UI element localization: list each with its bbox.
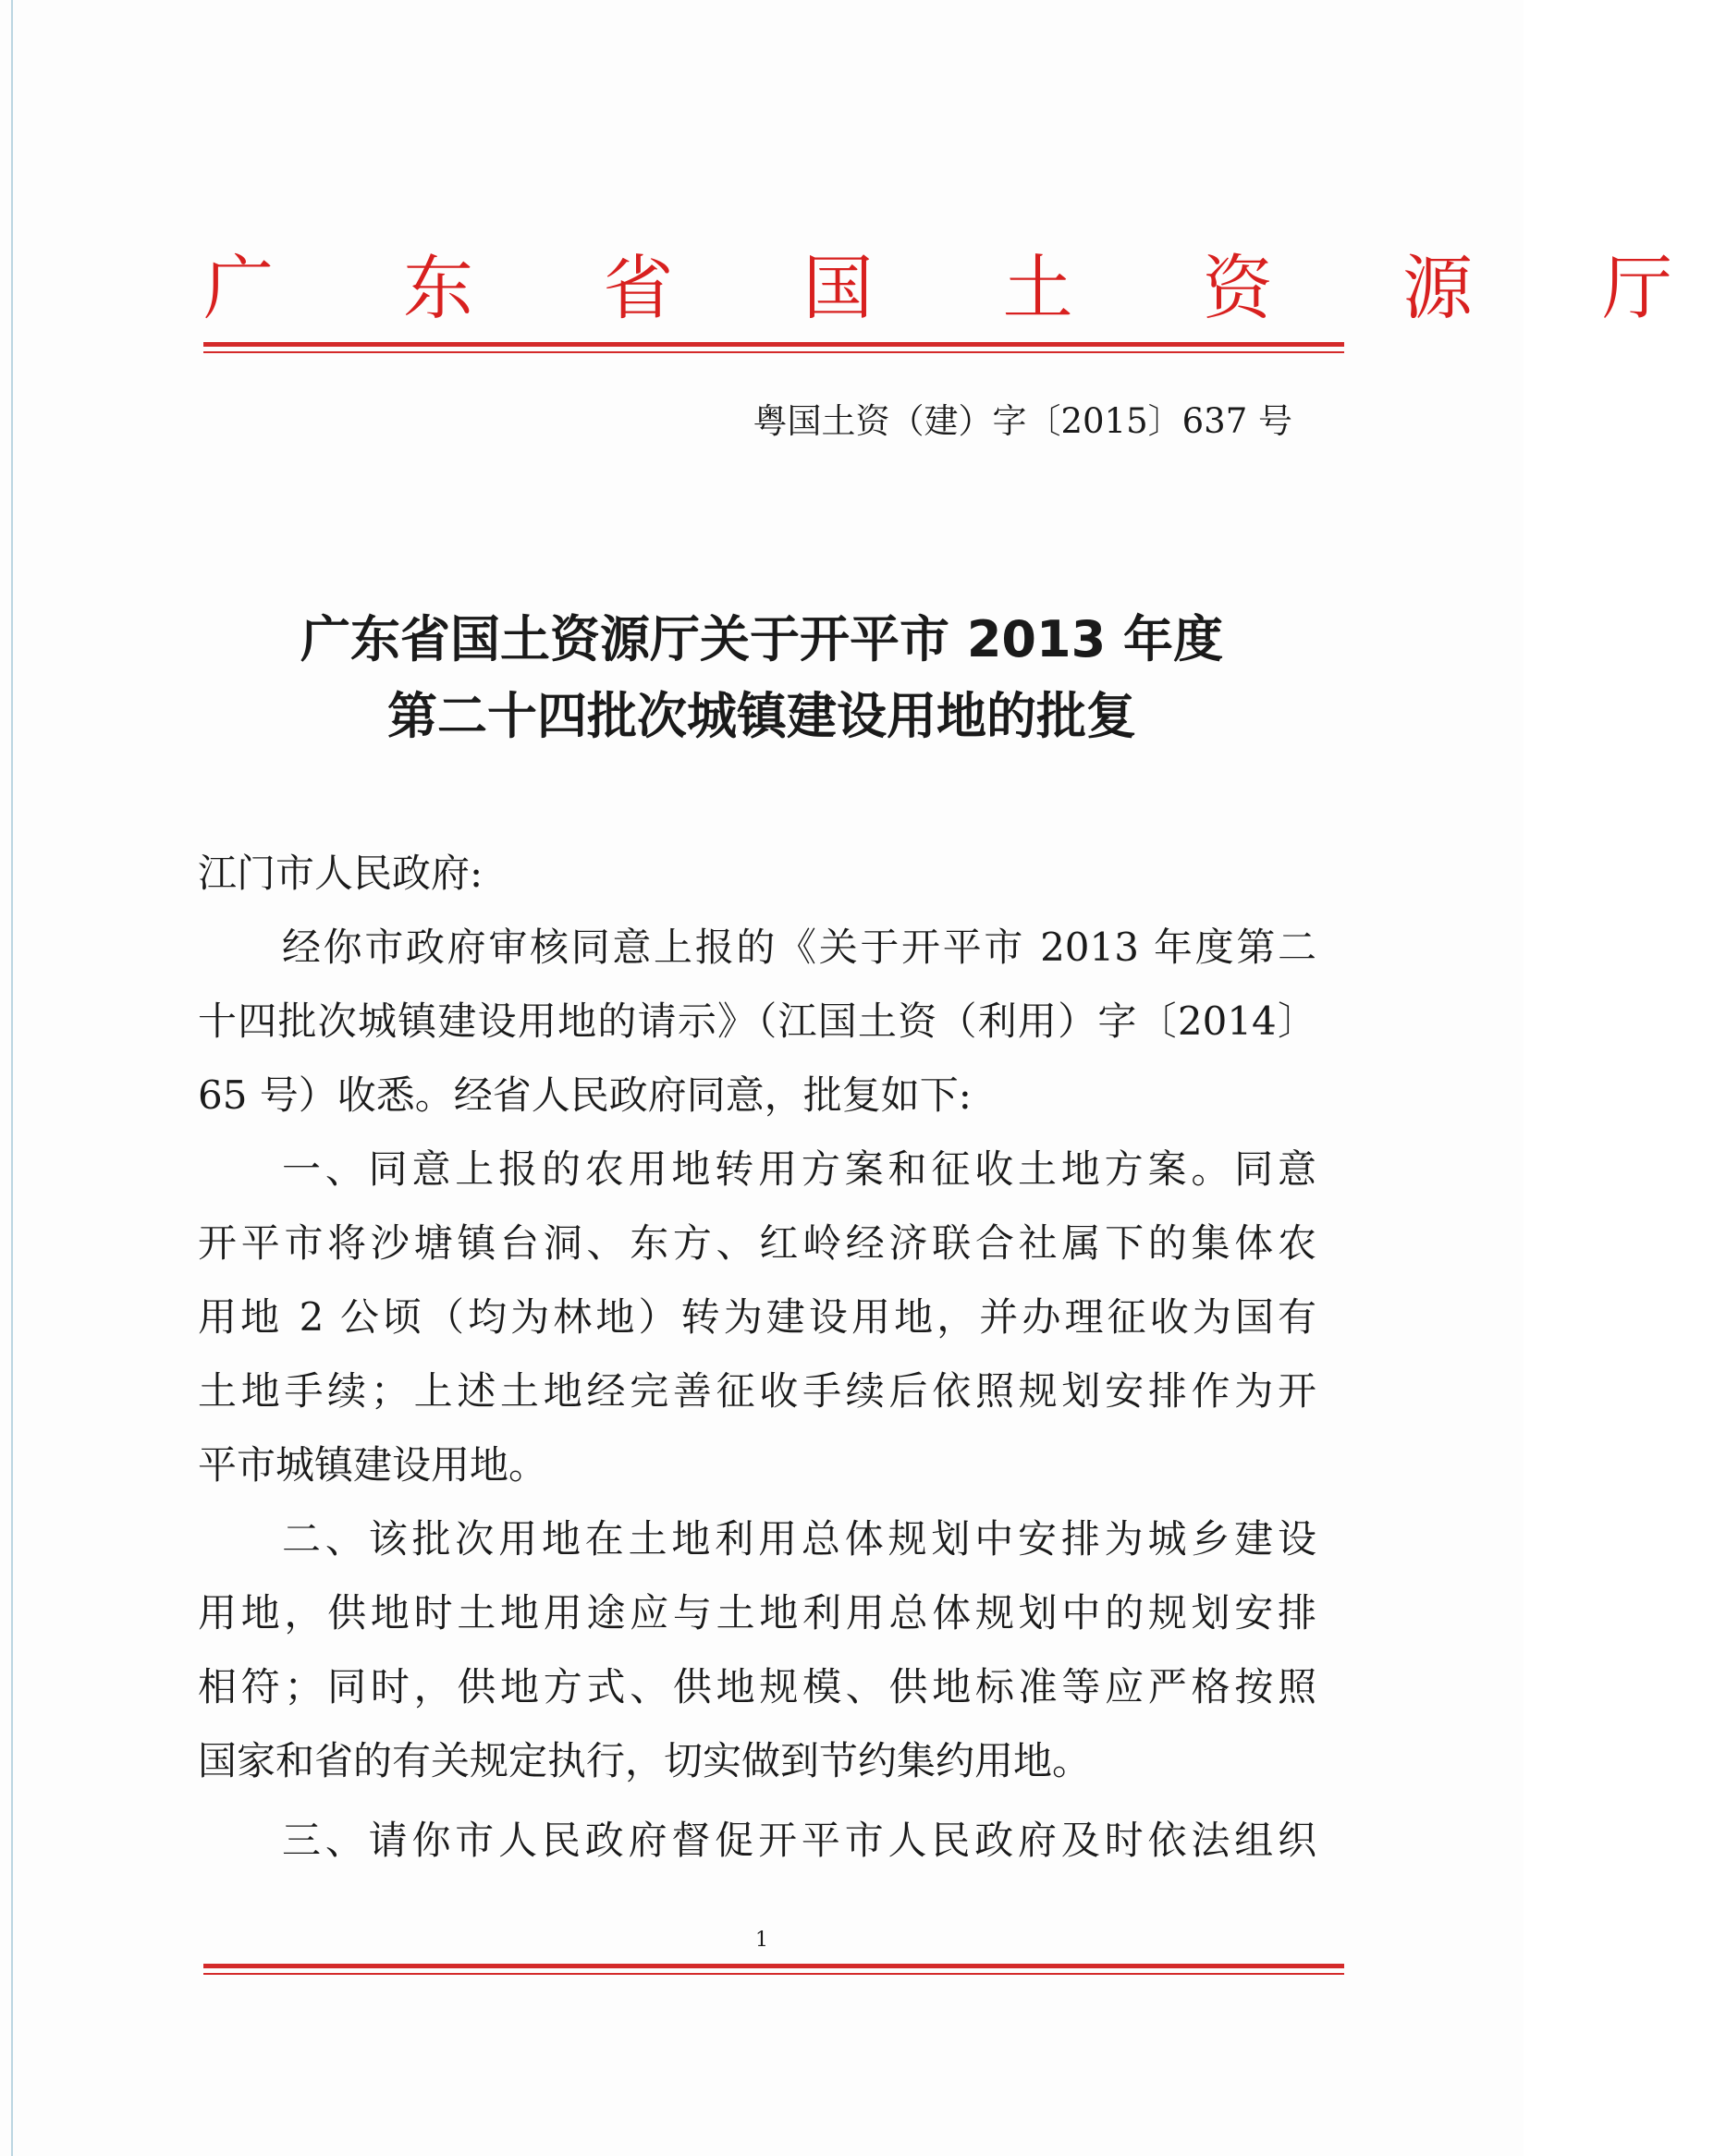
salutation: 江门市人民政府: <box>198 851 484 896</box>
body-line: 开平市将沙塘镇台洞、东方、红岭经济联合社属下的集体农 <box>198 1220 1316 1266</box>
body-line: 一、同意上报的农用地转用方案和征收土地方案。同意 <box>282 1146 1316 1192</box>
body-line: 用地，供地时土地用途应与土地利用总体规划中的规划安排 <box>198 1590 1316 1635</box>
letterhead-red-rule <box>203 342 1344 347</box>
letterhead-title: 广 东 省 国 土 资 源 厅 <box>203 247 1726 329</box>
body-line: 土地手续；上述土地经完善征收手续后依照规划安排作为开 <box>198 1368 1316 1414</box>
body-line: 国家和省的有关规定执行，切实做到节约集约用地。 <box>198 1738 1092 1783</box>
footer-red-rule-thin <box>203 1973 1344 1975</box>
body-line: 相符；同时，供地方式、供地规模、供地标准等应严格按照 <box>198 1664 1316 1709</box>
heading-line-1: 广东省国土资源厅关于开平市 2013 年度 <box>300 610 1223 668</box>
document-heading <box>185 601 1339 754</box>
body-line: 65 号）收悉。经省人民政府同意，批复如下: <box>198 1072 972 1118</box>
body-line: 二、该批次用地在土地利用总体规划中安排为城乡建设 <box>282 1516 1316 1562</box>
letterhead-red-rule-thin <box>203 351 1344 353</box>
body-line: 平市城镇建设用地。 <box>198 1442 548 1488</box>
body-line: 三、请你市人民政府督促开平市人民政府及时依法组织 <box>282 1818 1316 1863</box>
page-number: 1 <box>755 1929 768 1952</box>
document-number: 粤国土资（建）字〔2015〕637 号 <box>753 401 1292 441</box>
heading-line-2: 第二十四批次城镇建设用地的批复 <box>387 687 1136 745</box>
body-line: 十四批次城镇建设用地的请示》（江国土资（利用）字〔2014〕 <box>198 998 1316 1044</box>
footer-red-rule <box>203 1964 1344 1968</box>
body-line: 经你市政府审核同意上报的《关于开平市 2013 年度第二 <box>282 925 1316 970</box>
scan-edge-line <box>11 0 13 2156</box>
body-line: 用地 2 公顷（均为林地）转为建设用地，并办理征收为国有 <box>198 1294 1316 1340</box>
